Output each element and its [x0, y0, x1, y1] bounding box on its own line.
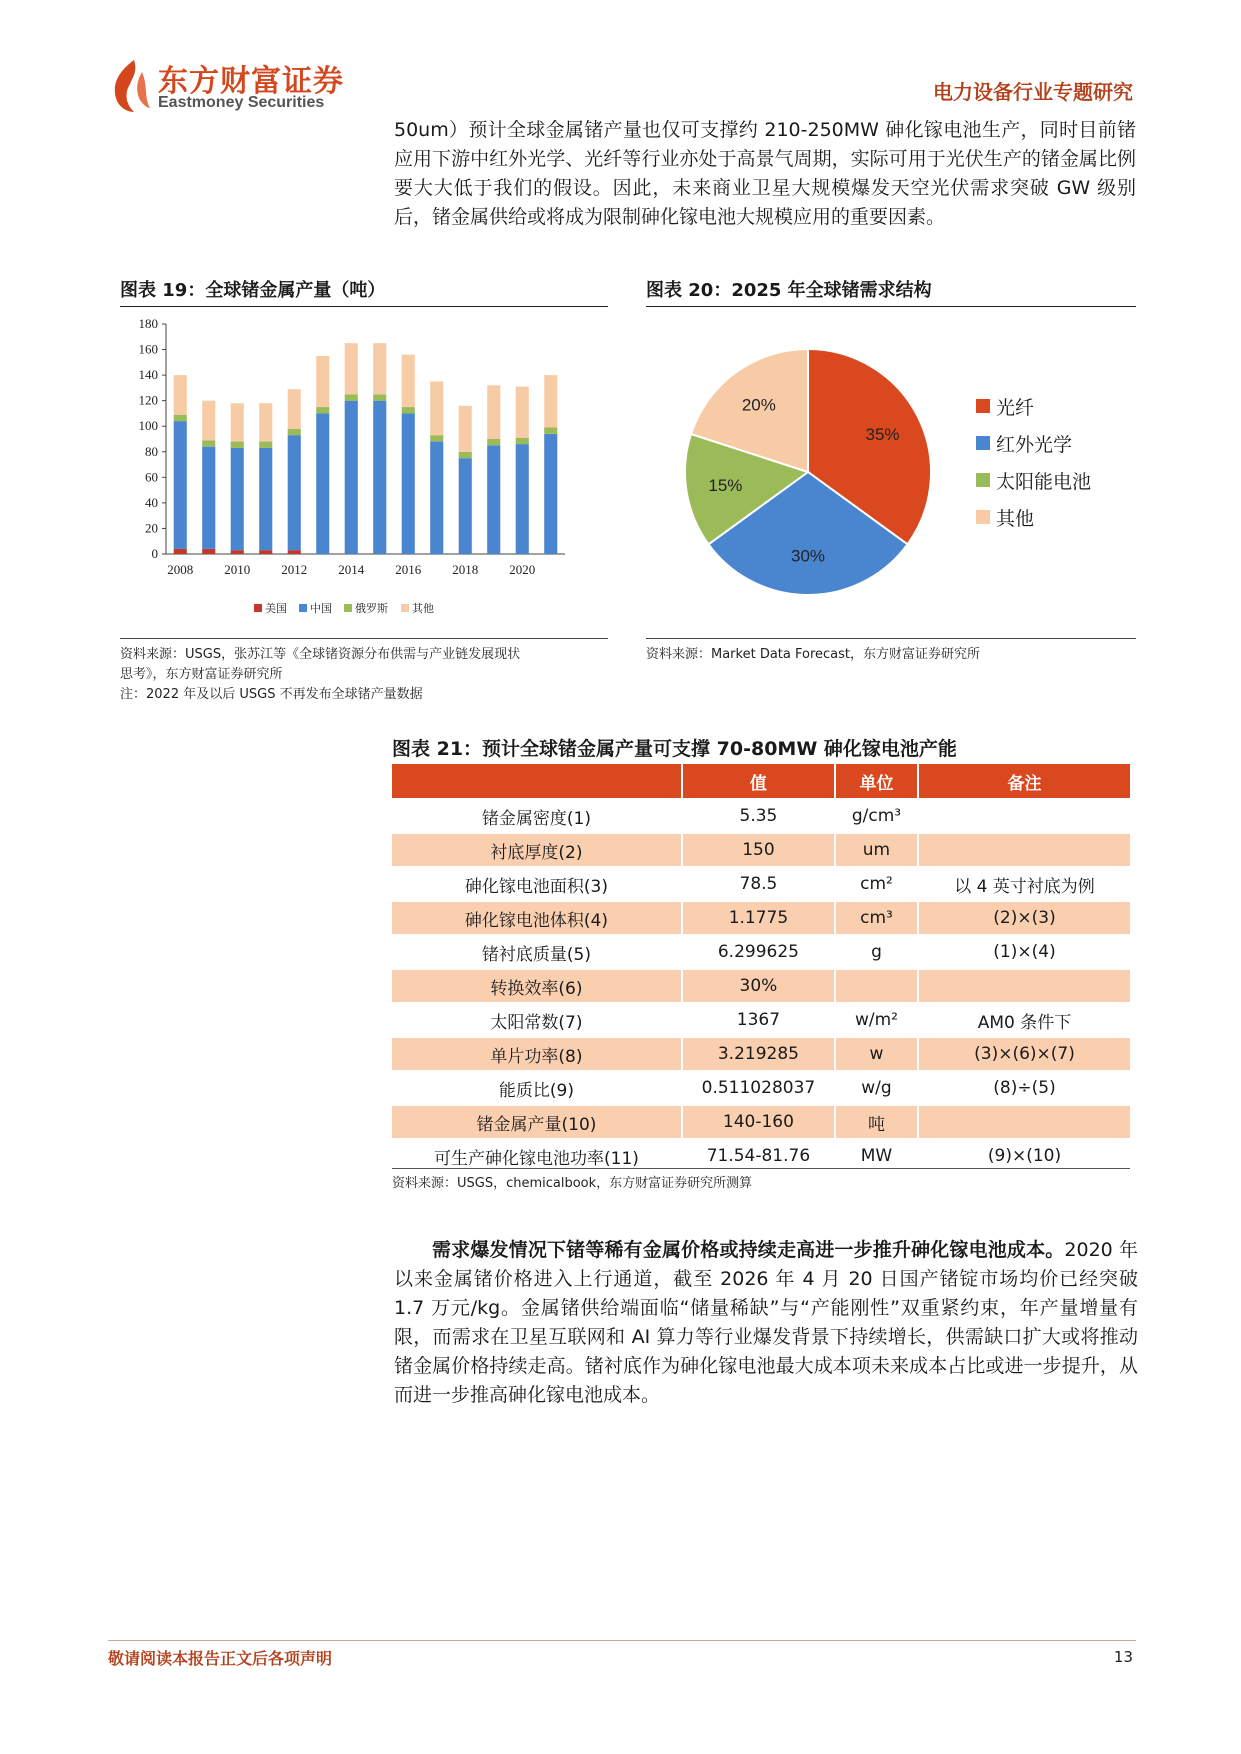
bar-segment — [231, 550, 244, 554]
table-cell: 锗金属产量(10) — [392, 1106, 681, 1138]
bar-segment — [202, 401, 215, 441]
bar-segment — [487, 385, 500, 439]
pie-legend-item — [976, 504, 1091, 530]
bar-segment — [288, 550, 301, 554]
bar-segment — [402, 407, 415, 413]
footer-disclaimer: 敬请阅读本报告正文后各项声明 — [108, 1649, 333, 1668]
table-row — [392, 834, 1130, 866]
intro-text: 50um）预计全球金属锗产量也仅可支撑约 210-250MW 砷化镓电池生产，同时目前锗应用下游中红外光学、光纤等行业亦处于高景气周期，实际可用于光伏生产的锗金属比例要大大低于我们的假设。因此，未来商业卫星大规模爆发天空光伏需求突破 GW 级别后，锗金属供给或将成为限制砷化镓电池大规模应用的重要因素。 — [394, 119, 1136, 228]
table-cell: MW — [834, 1140, 917, 1172]
table-cell: 能质比(9) — [498, 1080, 575, 1101]
legend-label: 其他 — [996, 507, 1035, 530]
table-cell: 1367 — [681, 1004, 834, 1036]
legend-label: 中国 — [310, 603, 332, 615]
bar-segment — [174, 421, 187, 549]
table-cell: (1)×(4) — [917, 936, 1130, 968]
capacity-table — [392, 762, 1130, 1174]
bar-segment — [259, 403, 272, 441]
table-cell: 锗金属密度(1) — [481, 808, 592, 829]
table-cell — [917, 800, 1130, 832]
pie-legend-item — [976, 467, 1091, 493]
bar-segment — [373, 394, 386, 400]
table-cell: um — [834, 834, 917, 866]
table-header-cell — [392, 764, 681, 798]
bar-segment — [202, 549, 215, 554]
legend-swatch — [299, 604, 307, 612]
intro-paragraph — [394, 116, 1136, 232]
bar-segment — [544, 428, 557, 434]
table-row — [392, 902, 1130, 934]
body-text: 2020 年以来金属锗价格进入上行通道，截至 2026 年 4 月 20 日国产锗锭市场均价已经突破 1.7 万元/kg。金属锗供给端面临“储量稀缺”与“产能刚性”双重紧约束，年产量增量有限，而需求在卫星互联网和 AI 算力等行业爆发背景下持续增长，供需缺口扩大或将推动锗金属价格持续走高。锗衬底作为砷化镓电池最大成本项未来成本占比或进一步提升，从而进一步推高砷化镓电池成本。 — [394, 1239, 1138, 1406]
body-bold-lead: 需求爆发情况下锗等稀有金属价格或持续走高进一步推升砷化镓电池成本。 — [432, 1239, 1065, 1261]
pie-legend — [976, 393, 1091, 541]
legend-label: 美国 — [265, 603, 287, 615]
table-cell: 150 — [681, 834, 834, 866]
bar-segment — [202, 447, 215, 549]
table-cell: g — [834, 936, 917, 968]
table-cell: g/cm³ — [834, 800, 917, 832]
table-row — [392, 1038, 1130, 1070]
table-cell: AM0 条件下 — [917, 1004, 1130, 1036]
bar-segment — [316, 413, 329, 554]
pie-legend-item — [976, 393, 1091, 419]
x-tick-label: 2014 — [338, 562, 365, 577]
table-cell: 1.1775 — [681, 902, 834, 934]
table-cell: (2)×(3) — [917, 902, 1130, 934]
legend-label: 光纤 — [996, 396, 1035, 419]
bar-segment — [402, 413, 415, 554]
table-cell: 以 4 英寸衬底为例 — [917, 868, 1130, 900]
flame-logo-icon — [108, 58, 154, 114]
table-cell: 30% — [681, 970, 834, 1002]
bar-segment — [174, 375, 187, 415]
bar-segment — [231, 442, 244, 448]
bar-segment — [544, 375, 557, 427]
bar-segment — [544, 434, 557, 554]
table-cell: 单片功率(8) — [392, 1038, 681, 1070]
legend-label: 俄罗斯 — [355, 603, 388, 615]
footer-divider — [108, 1640, 1136, 1641]
logo-english-name: Eastmoney Securities — [158, 94, 325, 111]
table-cell: w/g — [834, 1072, 917, 1104]
bar-segment — [288, 389, 301, 429]
table-header-cell: 备注 — [917, 764, 1130, 798]
table-cell: cm³ — [834, 902, 917, 934]
bar-segment — [288, 435, 301, 550]
bar-segment — [259, 448, 272, 550]
germanium-demand-pie-chart — [646, 310, 946, 630]
bar-segment — [430, 435, 443, 441]
table-row — [392, 1106, 1130, 1138]
figure19-source — [120, 638, 608, 705]
bar-segment — [202, 440, 215, 446]
bar-segment — [288, 429, 301, 435]
bar-segment — [516, 438, 529, 444]
figure21-source: 资料来源：USGS，chemicalbook，东方财富证券研究所测算 — [392, 1176, 753, 1191]
x-tick-label: 2010 — [224, 562, 251, 577]
table-cell: w/m² — [834, 1004, 917, 1036]
x-tick-label: 2008 — [167, 562, 194, 577]
table-cell — [917, 834, 1130, 866]
bar-segment — [487, 439, 500, 445]
table-header-row — [392, 764, 1130, 798]
bar-segment — [459, 452, 472, 458]
table-cell: cm² — [834, 868, 917, 900]
figure20-title: 图表 20：2025 年全球锗需求结构 — [646, 276, 1136, 307]
x-tick-label: 2018 — [452, 562, 479, 577]
table-cell: (3)×(6)×(7) — [917, 1038, 1130, 1070]
table-row — [392, 868, 1130, 900]
legend-label: 其他 — [412, 603, 434, 615]
pie-legend-item — [976, 430, 1091, 456]
germanium-production-bar-chart — [120, 310, 608, 628]
table-cell: 5.35 — [681, 800, 834, 832]
bar-segment — [516, 444, 529, 554]
table-cell: 78.5 — [681, 868, 834, 900]
bar-segment — [174, 549, 187, 554]
x-tick-label: 2012 — [281, 562, 308, 577]
legend-label: 红外光学 — [996, 433, 1073, 456]
x-tick-label: 2016 — [395, 562, 422, 577]
bar-segment — [373, 401, 386, 554]
table-cell: 71.54-81.76 — [681, 1140, 834, 1172]
table-bottom-rule — [392, 1168, 1130, 1169]
y-tick-label: 160 — [138, 341, 158, 357]
bar-segment — [402, 355, 415, 407]
table-cell: (8)÷(5) — [917, 1072, 1130, 1104]
table-cell: 可生产砷化镓电池功率(11) — [434, 1148, 639, 1169]
pie-slice-label: 30% — [790, 546, 826, 566]
y-tick-label: 40 — [145, 494, 158, 510]
section-title: 电力设备行业专题研究 — [933, 80, 1133, 104]
y-tick-label: 0 — [151, 546, 158, 561]
y-tick-label: 100 — [138, 418, 158, 434]
table-cell: 6.299625 — [681, 936, 834, 968]
figure19-source-line2: 思考》，东方财富证券研究所 — [120, 667, 283, 682]
body-paragraph — [394, 1236, 1138, 1410]
bar-segment — [345, 394, 358, 400]
figure19-title: 图表 19：全球锗金属产量（吨） — [120, 276, 608, 307]
figure21-title: 图表 21：预计全球锗金属产量可支撑 70-80MW 砷化镓电池产能 — [392, 738, 957, 760]
bar-segment — [231, 448, 244, 550]
company-logo — [108, 56, 378, 118]
table-cell: 吨 — [834, 1106, 917, 1138]
y-tick-label: 140 — [138, 367, 158, 383]
bar-segment — [174, 415, 187, 421]
table-row — [392, 936, 1130, 968]
table-cell: (9)×(10) — [917, 1140, 1130, 1172]
legend-swatch — [976, 473, 990, 487]
page-number: 13 — [1113, 1648, 1133, 1666]
bar-segment — [516, 387, 529, 438]
legend-swatch — [401, 604, 409, 612]
table-cell — [917, 970, 1130, 1002]
legend-swatch — [254, 604, 262, 612]
bar-segment — [259, 550, 272, 554]
table-row — [392, 970, 1130, 1002]
legend-swatch — [976, 510, 990, 524]
table-cell: 3.219285 — [681, 1038, 834, 1070]
y-tick-label: 180 — [138, 316, 158, 331]
figure20-source-text: 资料来源：Market Data Forecast，东方财富证券研究所 — [646, 647, 981, 662]
y-tick-label: 20 — [145, 520, 158, 536]
table-cell: w — [834, 1038, 917, 1070]
table-cell: 转换效率(6) — [392, 970, 681, 1002]
pie-slice-label: 35% — [865, 425, 900, 445]
bar-segment — [459, 458, 472, 554]
pie-slice-label: 15% — [708, 476, 743, 496]
legend-label: 太阳能电池 — [996, 470, 1092, 493]
table-header-cell: 单位 — [834, 764, 917, 798]
figure20-source — [646, 638, 1136, 665]
logo-chinese-name: 东方财富证券 — [158, 64, 344, 99]
table-cell — [834, 970, 917, 1002]
bar-segment — [345, 343, 358, 394]
table-row — [392, 1004, 1130, 1036]
bar-segment — [316, 407, 329, 413]
bar-segment — [487, 445, 500, 554]
table-cell — [917, 1106, 1130, 1138]
bar-segment — [345, 401, 358, 554]
table-cell: 衬底厚度(2) — [392, 834, 681, 866]
figure19-note: 注：2022 年及以后 USGS 不再发布全球锗产量数据 — [120, 687, 423, 702]
pie-slice-label: 20% — [741, 395, 776, 415]
table-cell: 0.511028037 — [681, 1072, 834, 1104]
bar-segment — [316, 356, 329, 407]
table-row — [392, 800, 1130, 832]
bar-segment — [430, 442, 443, 554]
bar-segment — [259, 442, 272, 448]
bar-segment — [430, 382, 443, 436]
y-tick-label: 120 — [138, 392, 158, 408]
bar-segment — [373, 343, 386, 394]
figure19-source-line1: 资料来源：USGS，张苏江等《全球锗资源分布供需与产业链发展现状 — [120, 647, 521, 662]
legend-swatch — [976, 399, 990, 413]
y-tick-label: 60 — [145, 469, 158, 485]
table-row — [392, 1072, 1130, 1104]
y-tick-label: 80 — [145, 443, 158, 459]
table-cell: 砷化镓电池体积(4) — [392, 902, 681, 934]
bar-segment — [231, 403, 244, 441]
legend-swatch — [976, 436, 990, 450]
bar-segment — [459, 406, 472, 452]
table-cell: 140-160 — [681, 1106, 834, 1138]
table-cell: 锗衬底质量(5) — [481, 944, 592, 965]
table-cell: 太阳常数(7) — [490, 1012, 583, 1033]
legend-swatch — [344, 604, 352, 612]
table-header-cell: 值 — [681, 764, 834, 798]
table-cell: 砷化镓电池面积(3) — [464, 876, 609, 897]
x-tick-label: 2020 — [509, 562, 536, 577]
